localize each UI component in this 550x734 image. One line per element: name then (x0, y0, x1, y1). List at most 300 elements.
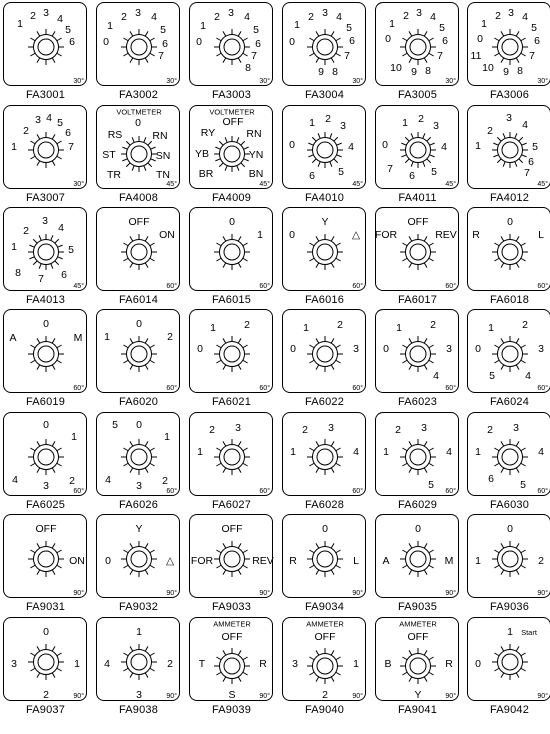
position-label: 9 (503, 65, 509, 78)
switch-item (372, 0, 463, 119)
switching-angle: 45° (259, 181, 270, 188)
dial-position-tick (57, 653, 62, 656)
dial-position-tick (522, 143, 527, 145)
dial-outer-circle (220, 445, 245, 470)
dial-position-tick (223, 468, 226, 473)
dial-position-tick (409, 650, 412, 655)
dial-position-tick (336, 345, 341, 348)
position-label: 2 (325, 112, 331, 125)
switch-diagram-card (375, 617, 459, 701)
position-label: 1 (74, 657, 80, 670)
dial-position-tick (130, 58, 133, 63)
switch-title: AMMETER (399, 619, 437, 629)
dial-inner-circle (410, 551, 426, 567)
dial-position-tick (123, 463, 128, 466)
dial-position-tick (223, 263, 226, 268)
rotary-switch-diagram (283, 413, 367, 497)
dial-position-tick (402, 657, 407, 660)
switching-angle: 60° (537, 488, 548, 495)
switching-angle: 30° (166, 78, 177, 85)
rotary-switch-diagram (283, 310, 367, 394)
position-label: 5 (428, 478, 434, 491)
position-label: 2 (214, 10, 220, 23)
dial-position-tick (243, 550, 248, 553)
dial-position-tick (424, 543, 427, 548)
position-label: 1 (488, 321, 494, 334)
switching-angle: 60° (445, 488, 456, 495)
switching-angle: 30° (259, 78, 270, 85)
switching-angle: 45° (166, 181, 177, 188)
dial-position-tick (519, 159, 523, 163)
dial-position-tick (501, 263, 504, 268)
position-label: T (198, 657, 206, 670)
dial-outer-circle (34, 650, 59, 675)
dial-outer-circle (127, 240, 152, 265)
dial-outer-circle (498, 445, 523, 470)
dial-position-tick (243, 657, 248, 660)
dial-position-tick (57, 668, 62, 671)
model-code: FA9031 (25, 601, 66, 613)
dial-outer-circle (406, 240, 431, 265)
position-label: 5 (65, 23, 71, 36)
switch-diagram-card (3, 309, 87, 393)
dial-position-tick (309, 657, 314, 660)
dial-position-tick (123, 653, 128, 656)
dial-position-tick (130, 263, 133, 268)
position-label: 1 (507, 625, 513, 638)
model-code: FA9038 (118, 704, 159, 716)
switch-diagram-card (96, 309, 180, 393)
switch-diagram-card (282, 2, 366, 86)
position-label: 1 (11, 240, 17, 253)
position-label: 2 (403, 9, 409, 22)
dial-position-tick (150, 448, 155, 451)
switch-diagram-card (467, 207, 550, 291)
dial-outer-circle (406, 138, 431, 163)
position-label: 4 (336, 10, 342, 23)
dial-position-tick (424, 468, 427, 473)
dial-position-tick (122, 147, 127, 149)
dial-position-tick (522, 155, 527, 157)
dial-position-tick (52, 468, 55, 473)
switching-angle: 90° (445, 693, 456, 700)
dial-position-tick (243, 345, 248, 348)
switch-diagram-card (3, 2, 87, 86)
dial-position-tick (424, 263, 427, 268)
dial-position-tick (145, 543, 148, 548)
model-code: FA6020 (118, 396, 159, 408)
position-label: 5 (57, 116, 63, 129)
position-label: 2 (522, 318, 528, 331)
position-label: REV (435, 228, 457, 241)
dial-position-tick (318, 133, 320, 138)
dial-position-tick (336, 243, 341, 246)
position-label: 3 (135, 6, 141, 19)
dial-inner-circle (502, 551, 518, 567)
model-code: FA6015 (211, 294, 252, 306)
dial-position-tick (145, 673, 148, 678)
dial-position-tick (223, 677, 226, 682)
position-label: 3 (513, 421, 519, 434)
position-label: 4 (151, 10, 157, 23)
position-label: 9 (318, 65, 324, 78)
switching-angle: 90° (73, 590, 84, 597)
dial-outer-circle (220, 342, 245, 367)
dial-position-tick (516, 673, 519, 678)
dial-position-tick (216, 565, 221, 568)
dial-position-tick (241, 163, 245, 167)
position-label: 3 (136, 479, 142, 492)
position-label: 8 (332, 65, 338, 78)
model-code: FA3005 (397, 89, 438, 101)
dial-position-tick (37, 646, 40, 651)
dial-inner-circle (410, 39, 426, 55)
dial-position-tick (29, 245, 34, 247)
position-label: 6 (162, 37, 168, 50)
dial-position-tick (33, 261, 37, 265)
dial-position-tick (516, 58, 519, 63)
switch-diagram-card (3, 105, 87, 189)
dial-position-tick (501, 646, 504, 651)
position-label: 1 (353, 657, 359, 670)
dial-inner-circle (224, 658, 240, 674)
rotary-switch-diagram (468, 618, 550, 702)
dial-position-tick (225, 137, 227, 142)
rotary-switch-diagram (468, 208, 550, 292)
dial-position-tick (494, 360, 499, 363)
dial-position-tick (494, 53, 499, 56)
dial-position-tick (501, 570, 504, 575)
dial-position-tick (331, 677, 334, 682)
dial-position-tick (37, 31, 40, 36)
dial-position-tick (402, 53, 407, 56)
position-label: 1 (197, 445, 203, 458)
dial-inner-circle (38, 449, 54, 465)
dial-position-tick (424, 365, 427, 370)
position-label: 5 (68, 243, 74, 256)
model-code: FA6023 (397, 396, 438, 408)
position-label: 2 (162, 474, 168, 487)
position-label: 5 (531, 21, 537, 34)
position-label: 10 (482, 61, 494, 74)
position-label: FOR (374, 228, 398, 241)
switch-diagram-card (96, 617, 180, 701)
dial-position-tick (145, 570, 148, 575)
dial-outer-circle (34, 342, 59, 367)
dial-position-tick (336, 448, 341, 451)
model-code: FA6024 (489, 396, 530, 408)
dial-position-tick (429, 258, 434, 261)
dial-position-tick (52, 134, 55, 139)
dial-position-tick (52, 161, 55, 166)
model-code: FA6021 (211, 396, 252, 408)
position-label: 3 (35, 113, 41, 126)
position-label: R (445, 657, 453, 670)
dial-position-tick (145, 236, 148, 241)
switch-diagram-card (3, 207, 87, 291)
position-label: 1 (294, 18, 300, 31)
dial-outer-circle (127, 650, 152, 675)
position-label: 2 (308, 10, 314, 23)
dial-position-tick (521, 53, 526, 56)
dial-position-tick (316, 365, 319, 370)
dial-position-tick (521, 448, 526, 451)
switch-item (186, 0, 277, 119)
dial-position-tick (238, 263, 241, 268)
dial-position-tick (216, 53, 221, 56)
dial-inner-circle (317, 658, 333, 674)
dial-position-tick (494, 243, 499, 246)
dial-position-tick (429, 53, 434, 56)
switching-angle: 60° (352, 385, 363, 392)
dial-position-tick (51, 235, 53, 240)
dial-position-tick (494, 258, 499, 261)
position-label: OFF (407, 630, 429, 643)
dial-position-tick (130, 543, 133, 548)
position-label: FOR (190, 554, 214, 567)
switch-item (464, 0, 550, 119)
switch-diagram-card (282, 207, 366, 291)
dial-position-tick (309, 565, 314, 568)
position-label: 0 (290, 342, 296, 355)
dial-position-tick (331, 31, 334, 36)
dial-position-tick (424, 236, 427, 241)
dial-position-tick (238, 570, 241, 575)
position-label: 7 (158, 49, 164, 62)
position-label: 5 (160, 23, 166, 36)
position-label: 4 (104, 657, 110, 670)
position-label: 7 (529, 49, 535, 62)
switch-item (372, 307, 463, 426)
dial-position-tick (37, 570, 40, 575)
dial-position-tick (402, 672, 407, 675)
dial-position-tick (501, 31, 504, 36)
position-label: 3 (43, 479, 49, 492)
dial-position-tick (37, 468, 40, 473)
dial-position-tick (223, 570, 226, 575)
position-label: OFF (128, 215, 150, 228)
dial-position-tick (309, 463, 314, 466)
dial-position-tick (309, 550, 314, 553)
position-label: 5 (520, 478, 526, 491)
switch-diagram-card (467, 105, 550, 189)
switch-item (464, 512, 550, 631)
dial-position-tick (430, 143, 435, 145)
position-label: 3 (433, 119, 439, 132)
dial-position-tick (330, 133, 332, 138)
position-label: 6 (309, 169, 315, 182)
switch-item (372, 512, 463, 631)
dial-outer-circle (127, 547, 152, 572)
dial-position-tick (331, 543, 334, 548)
dial-position-tick (223, 441, 226, 446)
switch-item (279, 512, 370, 631)
dial-inner-circle (131, 244, 147, 260)
dial-position-tick (37, 338, 40, 343)
switch-item (93, 307, 184, 426)
dial-position-tick (238, 677, 241, 682)
position-label: 2 (495, 9, 501, 22)
switching-angle: 90° (537, 693, 548, 700)
model-code: FA4011 (398, 192, 437, 204)
switch-diagram-card (189, 207, 273, 291)
dial-position-tick (411, 133, 413, 138)
dial-position-tick (402, 550, 407, 553)
dial-position-tick (123, 550, 128, 553)
dial-position-tick (331, 58, 334, 63)
position-label: 0 (322, 522, 328, 535)
rotary-switch-diagram (468, 515, 550, 599)
switch-diagram-card (189, 514, 273, 598)
dial-position-tick (216, 657, 221, 660)
dial-position-tick (132, 137, 134, 142)
dial-position-tick (145, 441, 148, 446)
dial-position-tick (521, 258, 526, 261)
model-code: FA6019 (25, 396, 66, 408)
dial-outer-circle (498, 240, 523, 265)
dial-position-tick (336, 657, 341, 660)
position-label: 0 (196, 35, 202, 48)
dial-position-tick (123, 53, 128, 56)
position-label: YN (248, 148, 264, 161)
position-label: 2 (69, 474, 75, 487)
switch-item (372, 615, 463, 734)
position-label: 7 (387, 162, 393, 175)
dial-position-tick (429, 360, 434, 363)
position-label: 1 (475, 445, 481, 458)
dial-position-tick (150, 345, 155, 348)
switch-diagram-card (3, 412, 87, 496)
position-label: 7 (38, 272, 44, 285)
dial-position-tick (429, 448, 434, 451)
position-label: 3 (322, 6, 328, 19)
position-label: 2 (23, 224, 29, 237)
dial-position-tick (57, 38, 62, 41)
switch-item (186, 307, 277, 426)
model-code: FA3006 (489, 89, 530, 101)
dial-position-tick (516, 570, 519, 575)
dial-position-tick (312, 137, 316, 141)
position-label: 7 (524, 166, 530, 179)
dial-position-tick (316, 236, 319, 241)
dial-position-tick (515, 133, 517, 138)
rotary-switch-diagram (468, 310, 550, 394)
rotary-switch-diagram (4, 3, 88, 87)
position-label: 5 (532, 140, 538, 153)
dial-position-tick (30, 550, 35, 553)
dial-position-tick (57, 53, 62, 56)
dial-position-tick (30, 448, 35, 451)
dial-position-tick (238, 338, 241, 343)
switch-diagram-card (375, 2, 459, 86)
position-label: 4 (105, 473, 111, 486)
model-code: FA9041 (397, 704, 438, 716)
dial-inner-circle (131, 39, 147, 55)
dial-position-tick (308, 143, 313, 145)
dial-inner-circle (224, 346, 240, 362)
dial-position-tick (57, 345, 62, 348)
switch-title: VOLTMETER (209, 107, 255, 117)
dial-position-tick (39, 235, 41, 240)
dial-inner-circle (224, 39, 240, 55)
dial-position-tick (337, 143, 342, 145)
dial-position-tick (516, 236, 519, 241)
position-label: L (353, 554, 359, 567)
dial-position-tick (52, 646, 55, 651)
position-label: 4 (441, 140, 447, 153)
dial-position-tick (243, 448, 248, 451)
model-code: FA6022 (304, 396, 345, 408)
switch-diagram-card (375, 309, 459, 393)
position-label: BR (198, 167, 214, 180)
dial-position-tick (37, 441, 40, 446)
switch-item (0, 0, 91, 119)
dial-position-tick (37, 365, 40, 370)
position-label: 1 (402, 116, 408, 129)
position-label: Start (521, 627, 537, 637)
switch-diagram-card (96, 207, 180, 291)
position-label: 1 (11, 140, 17, 153)
dial-inner-circle (131, 551, 147, 567)
dial-position-tick (429, 550, 434, 553)
rotary-switch-diagram (190, 310, 274, 394)
dial-position-tick (427, 137, 431, 141)
position-label: 1 (257, 228, 263, 241)
dial-position-tick (33, 239, 37, 243)
position-label: 6 (409, 169, 415, 182)
position-label: 2 (23, 124, 29, 137)
rotary-switch-diagram (4, 208, 88, 292)
position-label: 3 (421, 421, 427, 434)
position-label: 2 (121, 10, 127, 23)
switch-diagram-card (375, 514, 459, 598)
switching-angle: 60° (166, 488, 177, 495)
position-label: 0 (43, 625, 49, 638)
switch-diagram-card (189, 617, 273, 701)
dial-outer-circle (34, 138, 59, 163)
dial-position-tick (123, 243, 128, 246)
switching-angle: 90° (352, 693, 363, 700)
model-code: FA4009 (211, 192, 252, 204)
position-label: 4 (522, 10, 528, 23)
dial-position-tick (309, 243, 314, 246)
dial-position-tick (429, 38, 434, 41)
dial-inner-circle (317, 244, 333, 260)
switch-diagram-card (282, 412, 366, 496)
dial-position-tick (52, 365, 55, 370)
dial-inner-circle (38, 346, 54, 362)
dial-position-tick (238, 58, 241, 63)
dial-outer-circle (313, 240, 338, 265)
switching-angle: 30° (352, 78, 363, 85)
dial-position-tick (216, 448, 221, 451)
switching-angle: 60° (73, 488, 84, 495)
position-label: 7 (437, 49, 443, 62)
position-label: YB (194, 147, 210, 160)
rotary-switch-diagram (283, 618, 367, 702)
position-label: 4 (46, 111, 52, 124)
dial-position-tick (37, 58, 40, 63)
switch-diagram-card (375, 105, 459, 189)
switching-angle: 60° (166, 385, 177, 392)
switching-angle: 60° (445, 283, 456, 290)
position-label: 0 (477, 32, 483, 45)
dial-position-tick (52, 543, 55, 548)
model-code: FA3003 (211, 89, 252, 101)
switch-diagram-card (467, 412, 550, 496)
switching-angle: 60° (259, 385, 270, 392)
dial-position-tick (130, 365, 133, 370)
